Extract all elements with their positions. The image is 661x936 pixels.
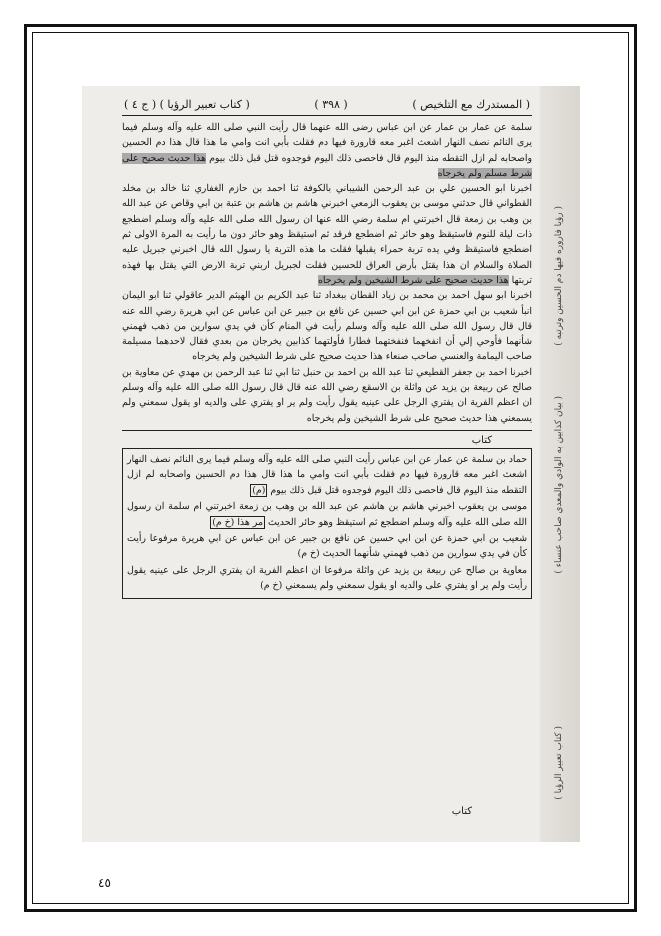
summary-book-title: كتاب <box>471 434 492 446</box>
summary-3-text: شعيب بن ابي حمزة عن ابن ابي حسين عن نافع بن جبير عن ابن عباس عن ابي هريرة مرفوعا رأيت كأن في يدي سوارين من ذهب فهمني شأنهما الحديث <box>127 532 527 560</box>
hadith-4-grading: هذا حديث صحيح على شرط الشيخين ولم يخرجاه <box>306 412 498 424</box>
summary-2-tag: مر هذا (خ م) <box>212 516 263 528</box>
hadith-2-text: اخبرنا ابو الحسين علي بن عبد الرحمن الشيباني بالكوفة ثنا احمد بن حازم الغفاري ثنا خالد بن مخلد القطواني قال حدثني موسى بن يعقوب الزمعي اخبرني هاشم بن هاشم بن عتبة بن ابي وقاص عن عبد الله بن وهب بن زمعة قال اخبرتني ام سلمة رضي الله عنها ان رسول الله صلى الله عليه وآله وسلم اضطجع ذات ليلة للنوم فاستيقظ وهو حائر ثم اضطجع فرقد ثم استيقظ وهو حائر دون ما رأيت به المرة الاولى ثم اضطجع فاستيقظ وفي يده تربة حمراء يقبلها فقلت ما هذه التربة يا رسول الله قال اخبرني جبريل عليه الصلاة والسلام ان هذا يقتل بأرض العراق للحسين فقلت لجبريل اربني تربة الارض التي يقتل بها فهذه تربتها <box>122 183 532 286</box>
hadith-paragraph-1 <box>122 120 532 181</box>
header-book-source: ( المستدرك مع التلخيص ) <box>412 97 530 111</box>
page-number: ٤٥ <box>98 876 111 890</box>
summary-1-text: حماد بن سلمة عن عمار عن ابن عباس رأيت النبي صلى الله عليه وآله وسلم فيما يرى النائم نصف النهار اشعث اغبر معه قارورة فيها دم فقلت بأبي انت وامي ما هذا قال هذا دم الحسين واصحابه لم ازل التقطه منذ اليوم قال فاحصى ذلك اليوم فوجدوه قتل قبل ذلك بيوم <box>127 453 527 496</box>
hadith-paragraph-2 <box>122 181 532 288</box>
hadith-paragraph-4 <box>122 365 532 426</box>
summary-4-tag: (خ م) <box>260 580 283 592</box>
summary-3-tag: (خ م) <box>297 548 320 560</box>
header-volume: ( ج ٤ ) <box>124 97 157 111</box>
gutter-note-3: ( كتاب تعبير الرؤيا ) <box>554 726 564 800</box>
hadith-3-grading: هذا حديث صحيح على شرط الشيخين ولم يخرجاه <box>192 351 383 363</box>
hadith-1-text: سلمة عن عمار بن عمار عن ابن عباس رضى الله عنهما قال رأيت النبي صلى الله عليه وآله وسلم فيما يرى النائم نصف النهار اشعث اغبر معه قارورة فيها دم فقلت بأبي انت وامي ما هذا قال هذا دم الحسين واصحابه لم ازل التقطه منذ اليوم قال فاحصى ذلك اليوم فوجدوه قتل قبل ذلك بيوم <box>122 122 532 164</box>
gutter-margin <box>540 86 580 842</box>
summary-2-text: موسى بن يعقوب اخبرني هاشم بن هاشم عن عبد الله بن وهب بن زمعة اخبرتني ام سلمة ان رسول الله صلى الله عليه وآله وسلم اضطجع ثم استيقظ وهو حائر الحديث <box>127 501 527 528</box>
hadith-2-grading: هذا حديث صحيح على شرط الشيخين ولم يخرجاه <box>317 274 509 286</box>
hadith-1-grading: هذا حديث صحيح على شرط مسلم ولم يخرجاه <box>122 152 532 179</box>
summary-item-1 <box>127 452 527 498</box>
header-chapter <box>124 98 250 111</box>
hadith-3-text: اخبرنا ابو سهل احمد بن محمد بن زياد القطان ببغداد ثنا عبد الكريم بن الهيثم الدير عاقولي ثنا ابو اليمان انبأ شعيب بن ابي حمزة عن ابن ابي حسين عن نافع بن جبير عن ابن عباس عن ابي هريرة رضي الله عنه قال قال رسول الله صلى الله عليه وآله وسلم رأيت في المنام كأن في يدي سوارين من ذهب فهمني شأنهما فأوحي إلي أن انفخهما فنفختهما فطارا فأولتهما كذابين يخرجان من بعدي فقال لاحدهما مسيلمة صاحب اليمامة والعنسي صاحب صنعاء <box>122 290 532 363</box>
hadith-4-text: اخبرنا احمد بن جعفر القطيعي ثنا عبد الله بن احمد بن حنبل ثنا ابي ثنا عبد الرحمن بن مهدي عن معاوية بن صالح عن ربيعة بن يزيد عن واثلة بن الاسقع رضي الله عنه قال قال رسول الله صلى الله عليه وآله وسلم ان اعظم الفرية ان يفتري الرجل على عينيه يقول رأيت ولم ير او يفتري على والديه او يقول سمعني ولم يسمعني <box>122 366 532 424</box>
summary-item-3 <box>127 531 527 562</box>
footer-book-label: كتاب <box>451 806 472 817</box>
header-chapter-title: ( كتاب تعبير الرؤيا ) <box>159 97 250 111</box>
summary-item-4 <box>127 563 527 594</box>
gutter-note-1: ( رؤيا فاروره فيها دم الحسين وترتبه ) <box>554 206 564 346</box>
running-header <box>122 96 532 116</box>
summary-4-text: معاوية بن صالح عن ربيعة بن يزيد عن واثلة مرفوعا ان اعظم الفرية ان يفتري الرجل على عينيه يقول رأيت ولم ير او يفتري على والديه او يقول سمعني ولم يسمعني <box>127 564 527 592</box>
section-divider <box>122 430 532 431</box>
header-page-number: ( ٣٩٨ ) <box>314 97 348 111</box>
summary-box <box>122 448 532 599</box>
text-page <box>122 96 532 832</box>
summary-1-tag: (م) <box>252 484 266 496</box>
scanned-page <box>82 86 580 842</box>
main-text <box>122 120 532 426</box>
summary-item-2 <box>127 499 527 530</box>
hadith-paragraph-3 <box>122 288 532 364</box>
gutter-note-2: ( بيان كذابين به الوادي والمعدي صاحب عنساء ) <box>554 396 564 574</box>
